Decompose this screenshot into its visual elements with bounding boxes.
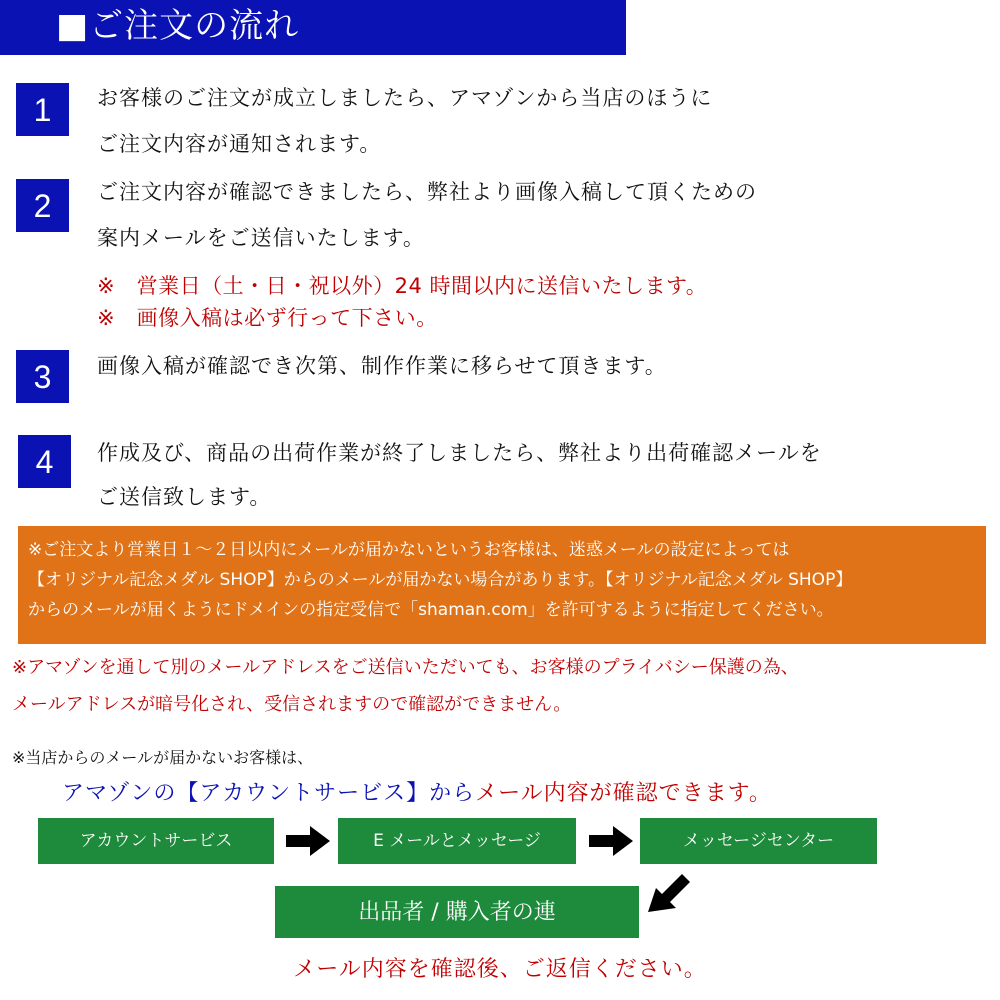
reply-instruction: メール内容を確認後、ご返信ください。 — [293, 957, 707, 982]
arrow-right-icon — [286, 826, 330, 856]
flow-step-seller-buyer-contact: 出品者 / 購入者の連 — [275, 886, 639, 938]
flow-step-email-messages: E メールとメッセージ — [338, 818, 576, 864]
arrow-down-left-icon — [648, 874, 690, 912]
step-3-line-1: 画像入稿が確認でき次第、制作作業に移らせて頂きます。 — [97, 354, 667, 378]
step-4-line-2: ご送信致します。 — [97, 485, 272, 509]
flow-step-message-center: メッセージセンター — [640, 818, 877, 864]
spam-filter-notice — [18, 526, 986, 644]
step-number-2: 2 — [16, 179, 69, 232]
mail-not-received-note: ※当店からのメールが届かないお客様は、 — [12, 748, 314, 767]
notice-line: からのメールが届くようにドメインの指定受信で「shaman.com」を許可するように指定してください。 — [28, 600, 834, 620]
mail-check-text: メール内容が確認できます。 — [475, 781, 772, 806]
page-title: ■ご注文の流れ — [0, 0, 626, 55]
account-service-text: アマゾンの【アカウントサービス】から — [62, 781, 476, 806]
step-number-1: 1 — [16, 83, 69, 136]
step-number-3: 3 — [16, 350, 69, 403]
step-2-line-1: ご注文内容が確認できましたら、弊社より画像入稿して頂くための — [97, 180, 757, 204]
step-1-line-2: ご注文内容が通知されます。 — [97, 132, 382, 156]
notice-line: ※ご注文より営業日１～２日以内にメールが届かないというお客様は、迷惑メールの設定によっては — [28, 540, 790, 560]
step-2-note-2: ※ 画像入稿は必ず行って下さい。 — [97, 306, 438, 330]
arrow-right-icon — [589, 826, 633, 856]
notice-line: 【オリジナル記念メダル SHOP】からのメールが届かない場合があります。【オリジナル記念メダル SHOP】 — [28, 570, 853, 590]
account-service-instruction — [62, 776, 772, 807]
flow-step-account-service: アカウントサービス — [38, 818, 274, 864]
step-number-4: 4 — [18, 435, 71, 488]
step-4-line-1: 作成及び、商品の出荷作業が終了しましたら、弊社より出荷確認メールを — [97, 441, 822, 465]
privacy-notice-line-2: メールアドレスが暗号化され、受信されますので確認ができません。 — [12, 694, 572, 715]
step-1-line-1: お客様のご注文が成立しましたら、アマゾンから当店のほうに — [97, 86, 713, 110]
step-2-line-2: 案内メールをご送信いたします。 — [97, 226, 425, 250]
privacy-notice-line-1: ※アマゾンを通して別のメールアドレスをご送信いただいても、お客様のプライバシー保護の為、 — [12, 657, 799, 678]
step-2-note-1: ※ 営業日（土・日・祝以外）24 時間以内に送信いたします。 — [97, 274, 708, 298]
